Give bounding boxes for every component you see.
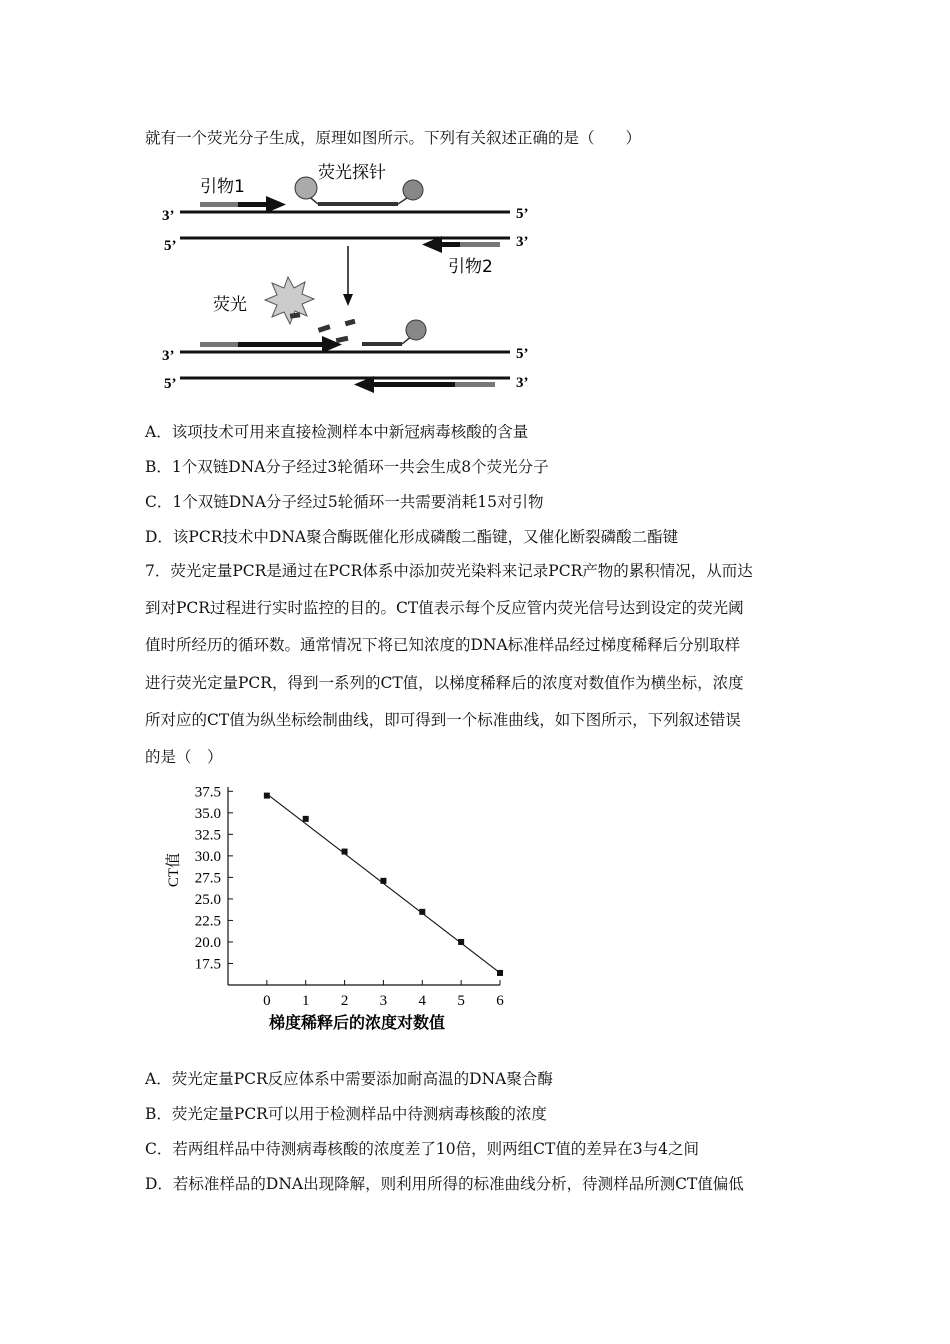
probe-strand (318, 202, 398, 206)
x-tick-label: 0 (263, 993, 271, 1009)
quencher-dye (406, 320, 426, 340)
q7-stem-line: 7．荧光定量PCR是通过在PCR体系中添加荧光染料来记录PCR产物的累积情况，从而达 (145, 562, 753, 580)
quencher-dye (403, 180, 423, 200)
q6-option-d: D．该PCR技术中DNA聚合酶既催化形成磷酸二酯键，又催化断裂磷酸二酯键 (145, 528, 679, 546)
end-label: 3’ (516, 234, 529, 250)
y-tick-label: 37.5 (194, 784, 221, 801)
data-point (342, 849, 348, 855)
y-tick-label: 27.5 (194, 870, 221, 887)
q7-option-b: B．荧光定量PCR可以用于检测样品中待测病毒核酸的浓度 (145, 1105, 547, 1123)
q6-option-c: C．1个双链DNA分子经过5轮循环一共需要消耗15对引物 (145, 493, 544, 511)
q7-stem-line: 的是（ ） (145, 748, 223, 767)
q7-option-a: A．荧光定量PCR反应体系中需要添加耐高温的DNA聚合酶 (145, 1070, 553, 1088)
x-tick-label: 3 (379, 993, 388, 1009)
pcr-probe-diagram (150, 150, 570, 400)
data-point (303, 816, 309, 822)
fluorescence-burst (265, 277, 314, 324)
q6-option-b: B．1个双链DNA分子经过3轮循环一共会生成8个荧光分子 (145, 458, 549, 476)
end-label: 5’ (164, 238, 177, 254)
y-tick-label: 30.0 (194, 848, 221, 865)
primer1-tail (200, 202, 238, 207)
x-tick-label: 1 (301, 993, 310, 1009)
y-tick-label: 35.0 (194, 805, 221, 822)
q7-stem-line: 到对PCR过程进行实时监控的目的。CT值表示每个反应管内荧光信号达到设定的荧光阈 (145, 599, 744, 618)
x-tick-label: 2 (340, 993, 349, 1009)
q6-intro: 就有一个荧光分子生成，原理如图所示。下列有关叙述正确的是（ ） (145, 129, 642, 147)
y-tick-label: 25.0 (194, 891, 221, 908)
end-label: 5’ (516, 206, 529, 222)
q7-option-c: C．若两组样品中待测病毒核酸的浓度差了10倍，则两组CT值的差异在3与4之间 (145, 1140, 700, 1158)
q7-stem (145, 553, 810, 776)
primer2-tail (460, 242, 500, 247)
data-point (458, 939, 464, 945)
q6-option-a: A．该项技术可用来直接检测样本中新冠病毒核酸的含量 (145, 423, 529, 441)
end-label: 5’ (516, 346, 529, 362)
y-tick-label: 17.5 (194, 956, 221, 973)
q7-option-d: D．若标准样品的DNA出现降解，则利用所得的标准曲线分析，待测样品所测CT值偏低 (145, 1175, 744, 1193)
data-point (419, 909, 425, 915)
data-point (380, 878, 386, 884)
primer1-arrow-head (266, 196, 286, 213)
fluorescence-label: 荧光 (213, 295, 247, 315)
primer2-label: 引物2 (448, 257, 493, 277)
q7-stem-line: 进行荧光定量PCR，得到一系列的CT值，以梯度稀释后的浓度对数值作为横坐标，浓度 (145, 673, 744, 692)
end-label: 3’ (162, 208, 175, 224)
y-axis-label: CT值 (166, 852, 182, 888)
reporter-dye (295, 177, 317, 199)
y-tick-label: 22.5 (194, 913, 221, 930)
y-tick-label: 20.0 (194, 934, 221, 951)
end-label: 3’ (162, 348, 175, 364)
x-axis-label: 梯度稀释后的浓度对数值 (268, 1013, 446, 1032)
data-point (264, 793, 270, 799)
end-label: 3’ (516, 375, 529, 391)
probe-label: 荧光探针 (318, 163, 386, 183)
remaining-probe (362, 342, 402, 346)
q7-stem-line: 所对应的CT值为纵坐标绘制曲线，即可得到一个标准曲线，如下图所示，下列叙述错误 (145, 710, 741, 729)
ct-standard-curve-chart (150, 775, 510, 1040)
x-tick-label: 4 (418, 993, 427, 1009)
x-tick-label: 5 (457, 993, 465, 1009)
primer1-label: 引物1 (200, 177, 245, 197)
y-tick-label: 32.5 (194, 827, 221, 844)
x-tick-label: 6 (496, 993, 504, 1009)
data-point (497, 970, 503, 976)
q7-stem-line: 值时所经历的循环数。通常情况下将已知浓度的DNA标准样品经过梯度稀释后分别取样 (145, 636, 741, 655)
end-label: 5’ (164, 376, 177, 392)
